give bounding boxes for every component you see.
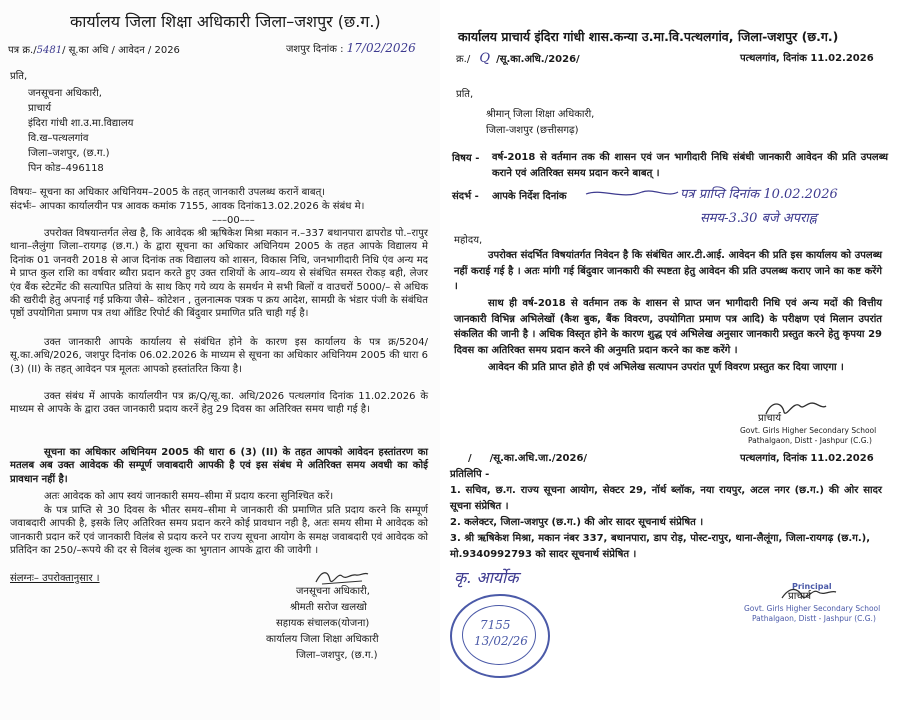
stamp-date: 13/02/26 [474, 634, 528, 648]
right-copy-item-1: 1. सचिव, छ.ग. राज्य सूचना आयोग, सेक्टर 29, नॉर्थ ब्लॉक, नया रायपुर, अटल नगर (छ.ग.) की ओर सादर सूचना संप्रेषित । [450, 485, 882, 512]
left-letter [0, 0, 440, 720]
left-addr-4: जिला–जशपुर, (छ.ग.) [28, 148, 110, 159]
right-addr-0: श्रीमान् जिला शिक्षा अधिकारी, [486, 109, 595, 120]
left-addr-0: जनसूचना अधिकारी, [28, 88, 102, 99]
left-ref-line [8, 44, 180, 57]
right-para-2: आवेदन की प्रति प्राप्त होते ही एवं अभिलेख सत्यापन उपरांत पूर्ण विवरण प्रस्तुत कर दिया जाएगा । [488, 362, 844, 373]
left-ref-number: 5481 [36, 45, 63, 56]
left-para-3: सूचना का अधिकार अधिनियम 2005 की धारा 6 (3) (II) के तहत आपको आवेदन हस्तांतरण का मतलब अब उक्त आवेदक की सम्पूर्ण जवाबदारी आपकी है एवं इस संबंध मे अतिरिक्त समय अवधी का कोई प्रावधान नहीं है। [10, 447, 428, 485]
left-addr-3: वि.ख–पत्थलगांव [28, 133, 89, 144]
left-para-0: उपरोक्त विषयान्तर्गत लेख है, कि आवेदक श्री ऋषिकेश मिश्रा मकान न.–337 बथानपारा ढापरोड पो.–रापुर थाना–लैलुंगा जिला–रायगढ़ (छ.ग.) के द्वारा सूचना का अधिकार अधिनियम 2005 के तहत आपके विद्यालय मे दिनांक 01 जनवरी 2018 से आज दिनांक तक विद्यालय को शासन, विकास निधि, जनभागीदारी निधि एंव अन्य मद मे प्राप्त कुल राशि का वर्षवार ब्यौरा प्रदान करते हुए उक्त राशियों के आय–व्यय से संबंधित समस्त रोकड़ बही, लेजर एंव बैंक स्टेटमेंट की सत्यापित प्रतियां के साथ किए गये व्यय के समर्थन मे सभी बिलों व वाउचरों 5000/– से अधिक की खरीदी हेतु अपनाई गई प्रकिया जैसे– कोटेशन , तुलनात्मक पत्रक प क्रय आदेश, सामग्री के भंडार पंजी के संबंधित पृष्ठों उपयोगिता प्रमाण पत्र तथा ऑडिट रिपोर्ट की बिंदुवार प्रमाणित प्रति चाही गई है। [10, 228, 428, 320]
left-para-4: अतः आवेदक को आप स्वयं जानकारी समय–सीमा में प्रदाय करना सुनिश्चित करें। [44, 491, 334, 502]
left-enclosure: संलग्नः– उपरोक्तानुसार । [10, 573, 100, 584]
right-ref2-rest: /सू.का.अधि.जा./2026/ [489, 453, 588, 464]
right-ref2-prefix: / [468, 453, 472, 464]
left-addr-1: प्राचार्य [28, 103, 52, 114]
right-sign2-label: Principal [792, 582, 832, 591]
right-ref-handwritten-2: समय-3.30 बजे अपराह्न [700, 211, 817, 226]
left-reference: संदर्भः– आपका कार्यालयीन पत्र आवक कमांक 7155, आवक दिनांक13.02.2026 के संबंध मे। [10, 201, 365, 212]
right-addr-1: जिला-जशपुर (छत्तीसगढ़) [486, 125, 579, 136]
left-date-line [286, 42, 416, 56]
right-subject-label: विषय - [452, 153, 480, 164]
right-ref-rest: /सू.का.अधि./2026/ [496, 54, 580, 65]
right-para-0: उपरोक्त संदर्भित विषयांतर्गत निवेदन है कि संबंधित आर.टी.आई. आवेदन की प्रति इस कार्यालय को उपलब्ध नहीं कराई गई है । अतः मांगी गई बिंदुवार जानकारी की स्पष्टता हेतु आवेदन की प्रति उपलब्ध कराए जाने का कष्ट करेंगे । [454, 250, 882, 292]
left-date-label: जशपुर दिनांक : [286, 44, 344, 55]
left-date-value: 17/02/2026 [346, 41, 416, 55]
left-letter-title: कार्यालय जिला शिक्षा अधिकारी जिला–जशपुर (छ.ग.) [70, 12, 381, 31]
right-sign-school: Govt. Girls Higher Secondary School [740, 426, 877, 435]
right-reference-label: संदर्भ - [452, 191, 479, 202]
left-sign-0: जनसूचना अधिकारी, [296, 586, 370, 597]
left-separator: –––00––– [212, 215, 255, 226]
left-sign-1: श्रीमती सरोज खलखो [290, 602, 367, 613]
right-sign-title: प्राचार्य [758, 413, 782, 424]
right-reference-text: आपके निर्देश दिनांक [492, 191, 567, 202]
left-ref-rest: / सू.का अधि / आवेदन / 2026 [62, 45, 180, 56]
right-ref-line [456, 52, 580, 66]
right-letter [448, 0, 900, 720]
right-sign2-place: Pathalgaon, Distt - Jashpur (C.G.) [752, 614, 876, 623]
left-sign-2: सहायक संचालक(योजना) [276, 618, 370, 629]
left-sign-4: जिला–जशपुर, (छ.ग.) [296, 650, 378, 661]
right-prati: प्रति, [456, 89, 474, 100]
right-ref-handwritten: पत्र प्राप्ति दिनांक 10.02.2026 [680, 187, 838, 202]
right-ref-number: Q [479, 51, 491, 66]
left-para-5: के पत्र प्राप्ति से 30 दिवस के भीतर समय–सीमा मे जानकारी की प्रमाणित प्रति प्रदाय करने कि सम्पूर्ण जवाबदारी आपकी है, इसके लिए अतिरिक्त समय प्रदान करने कोई प्रावधान नही है, अतः समय सीमा मे आवेदक को जानकारी प्रदान करें एवं जानकारी विलंब से प्रदाय करने पर राज्य सूचना आयोग के समक्ष जवाबदारी एवं आवेदक को प्रतिदिन का 250/–रूपये की दर से विलंब शुल्क का भुगतान आपके द्वारा की जावेगी । [10, 505, 428, 557]
right-ref2-line [468, 452, 587, 465]
right-date-line-2: पत्थलगांव, दिनांक 11.02.2026 [740, 453, 874, 464]
right-letter-title: कार्यालय प्राचार्य इंदिरा गांधी शास.कन्या उ.मा.वि.पत्थलगांव, जिला-जशपुर (छ.ग.) [458, 29, 839, 44]
right-sign2-school: Govt. Girls Higher Secondary School [744, 604, 881, 613]
left-addr-5: पिन कोड–496118 [28, 163, 104, 174]
left-sign-3: कार्यालय जिला शिक्षा अधिकारी [266, 634, 379, 645]
left-addr-2: इंदिरा गांधी शा.उ.मा.विद्यालय [28, 118, 134, 129]
right-date-line: पत्थलगांव, दिनांक 11.02.2026 [740, 53, 874, 64]
right-struck-date [582, 186, 682, 202]
right-copy-label: प्रतिलिपि - [450, 469, 490, 480]
right-copy-item-3: 3. श्री ऋषिकेश मिश्रा, मकान नंबर 337, बथानपारा, डाप रोड़, पोस्ट-रापुर, थाना-लैलूंगा, जिला-रायगढ़ (छ.ग.), मो.9340992793 को सादर सूचनार्थ संप्रेषित । [450, 533, 870, 560]
left-prati: प्रति, [10, 71, 28, 82]
left-subject: विषयः– सूचना का अधिकार अधिनियम–2005 के तहत् जानकारी उपलब्ध करानें बाबत्। [10, 187, 326, 198]
right-ref-prefix: क्र./ [456, 54, 471, 65]
right-para-1: साथ ही वर्ष-2018 से वर्तमान तक के शासन से प्राप्त जन भागीदारी निधि एवं अन्य मदों की वित्तीय जानकारी विभिन्न अभिलेखों (कैश बुक, बैंक विवरण, उपयोगिता प्रमाण पत्र आदि) के परीक्षण एवं मिलान उपरांत संकलित की जानी है । अधिक विस्तृत होने के कारण शुद्ध एवं अभिलेख अनुसार जानकारी प्रस्तुत करने हेतु कृपया 29 दिवस का अतिरिक्त समय प्रदान करने की अनुमति प्रदान करने का कष्ट करेंगे । [454, 298, 882, 356]
right-copy-item-2: 2. कलेक्टर, जिला-जशपुर (छ.ग.) की ओर सादर सूचनार्थ संप्रेषित । [450, 517, 704, 528]
left-para-1: उक्त जानकारी आपके कार्यालय से संबंधित होने के कारण इस कार्यालय के पत्र क्र/5204/सू.का.अधि/2026, जशपुर दिनांक 06.02.2026 के माध्यम से सूचना का अधिकार अधिनियम 2005 की धारा 6 (3) (II) के तहत् आवेदन पत्र मूलतः आपको हस्तांतरित किया है। [10, 337, 428, 375]
stamp-number: 7155 [480, 618, 511, 632]
right-sign-place: Pathalgaon, Distt - Jashpur (C.G.) [748, 436, 872, 445]
right-sign2-title: प्राचार्य [788, 591, 812, 602]
right-subject-text: वर्ष-2018 से वर्तमान तक की शासन एवं जन भागीदारी निधि संबंधी जानकारी आवेदन की प्रति उपलब्ध कराने एवं अतिरिक्त समय प्रदान करने बाबत् । [492, 152, 888, 179]
left-para-2: उक्त संबंध में आपके कार्यालयीन पत्र क्र/Q/सू.का. अधि/2026 पत्थलगांव दिनांक 11.02.2026 के माध्यम से आपके के द्वारा उक्त जानकारी प्रदाय करनें हेतु 29 दिवस का अतिरिक्त समय चाही गई है। [10, 391, 428, 416]
right-salutation: महोदय, [454, 235, 483, 246]
right-handwritten-note: कृ. आर्योक [454, 568, 519, 587]
left-ref-prefix: पत्र क्र./ [8, 45, 37, 56]
inward-stamp [450, 594, 550, 678]
